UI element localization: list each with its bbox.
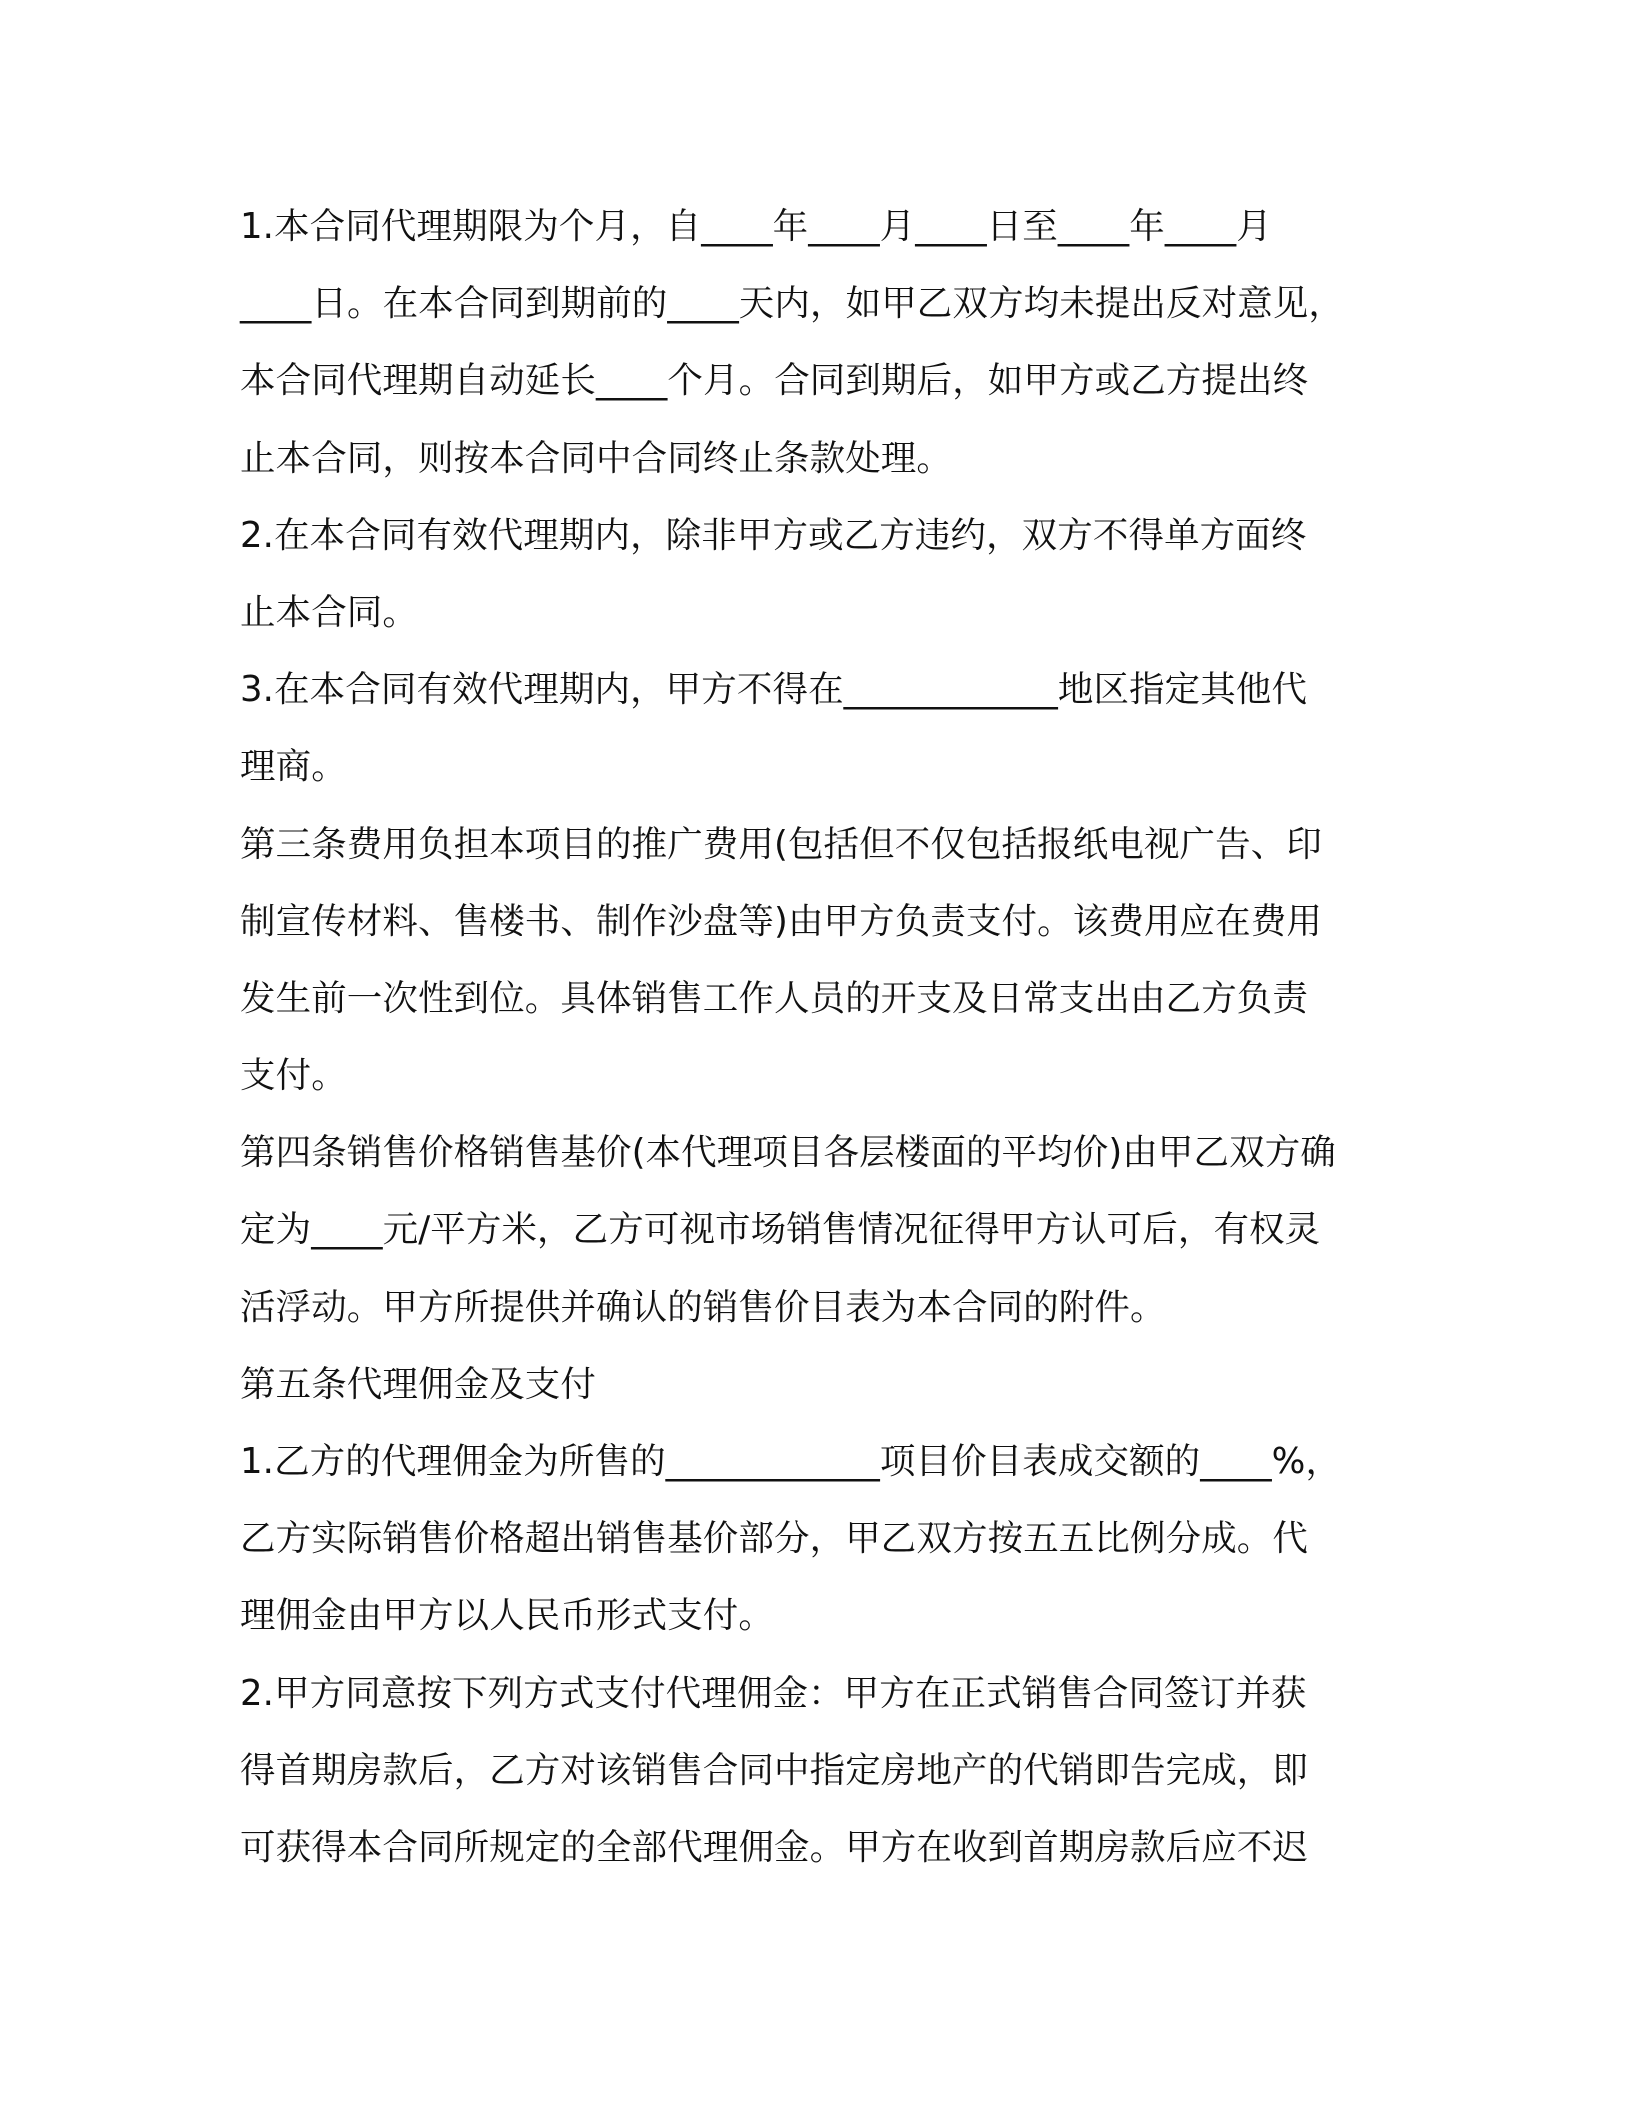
text-line: 止本合同，则按本合同中合同终止条款处理。 bbox=[240, 437, 953, 479]
contract-body bbox=[240, 188, 1400, 1886]
text-line: 乙方实际销售价格超出销售基价部分，甲乙双方按五五比例分成。代 bbox=[240, 1518, 1309, 1560]
text-line: 2.甲方同意按下列方式支付代理佣金：甲方在正式销售合同签订并获 bbox=[240, 1672, 1307, 1714]
text-line: 发生前一次性到位。具体销售工作人员的开支及日常支出由乙方负责 bbox=[240, 977, 1309, 1019]
text-line: 理佣金由甲方以人民币形式支付。 bbox=[240, 1595, 775, 1637]
text-line: 1.本合同代理期限为个月，自____年____月____日至____年____月 bbox=[240, 206, 1272, 247]
section-heading: 第五条代理佣金及支付 bbox=[240, 1363, 597, 1405]
text-line: 本合同代理期自动延长____个月。合同到期后，如甲方或乙方提出终 bbox=[240, 360, 1309, 402]
text-line: ____日。在本合同到期前的____天内，如甲乙双方均未提出反对意见， bbox=[240, 283, 1345, 325]
text-line: 理商。 bbox=[240, 746, 347, 788]
text-line: 1.乙方的代理佣金为所售的____________项目价目表成交额的____%， bbox=[240, 1441, 1342, 1482]
text-line: 得首期房款后，乙方对该销售合同中指定房地产的代销即告完成，即 bbox=[240, 1749, 1309, 1791]
text-line: 第三条费用负担本项目的推广费用(包括但不仅包括报纸电视广告、印 bbox=[240, 823, 1322, 865]
text-line: 可获得本合同所规定的全部代理佣金。甲方在收到首期房款后应不迟 bbox=[240, 1826, 1309, 1868]
text-line: 2.在本合同有效代理期内，除非甲方或乙方违约，双方不得单方面终 bbox=[240, 514, 1307, 556]
text-line: 支付。 bbox=[240, 1055, 347, 1097]
text-line: 第四条销售价格销售基价(本代理项目各层楼面的平均价)由甲乙双方确 bbox=[240, 1132, 1336, 1174]
text-line: 3.在本合同有效代理期内，甲方不得在____________地区指定其他代 bbox=[240, 669, 1308, 711]
text-line: 定为____元/平方米，乙方可视市场销售情况征得甲方认可后，有权灵 bbox=[240, 1209, 1321, 1251]
text-line: 止本合同。 bbox=[240, 591, 419, 633]
text-line: 活浮动。甲方所提供并确认的销售价目表为本合同的附件。 bbox=[240, 1286, 1166, 1328]
text-line: 制宣传材料、售楼书、制作沙盘等)由甲方负责支付。该费用应在费用 bbox=[240, 900, 1322, 942]
